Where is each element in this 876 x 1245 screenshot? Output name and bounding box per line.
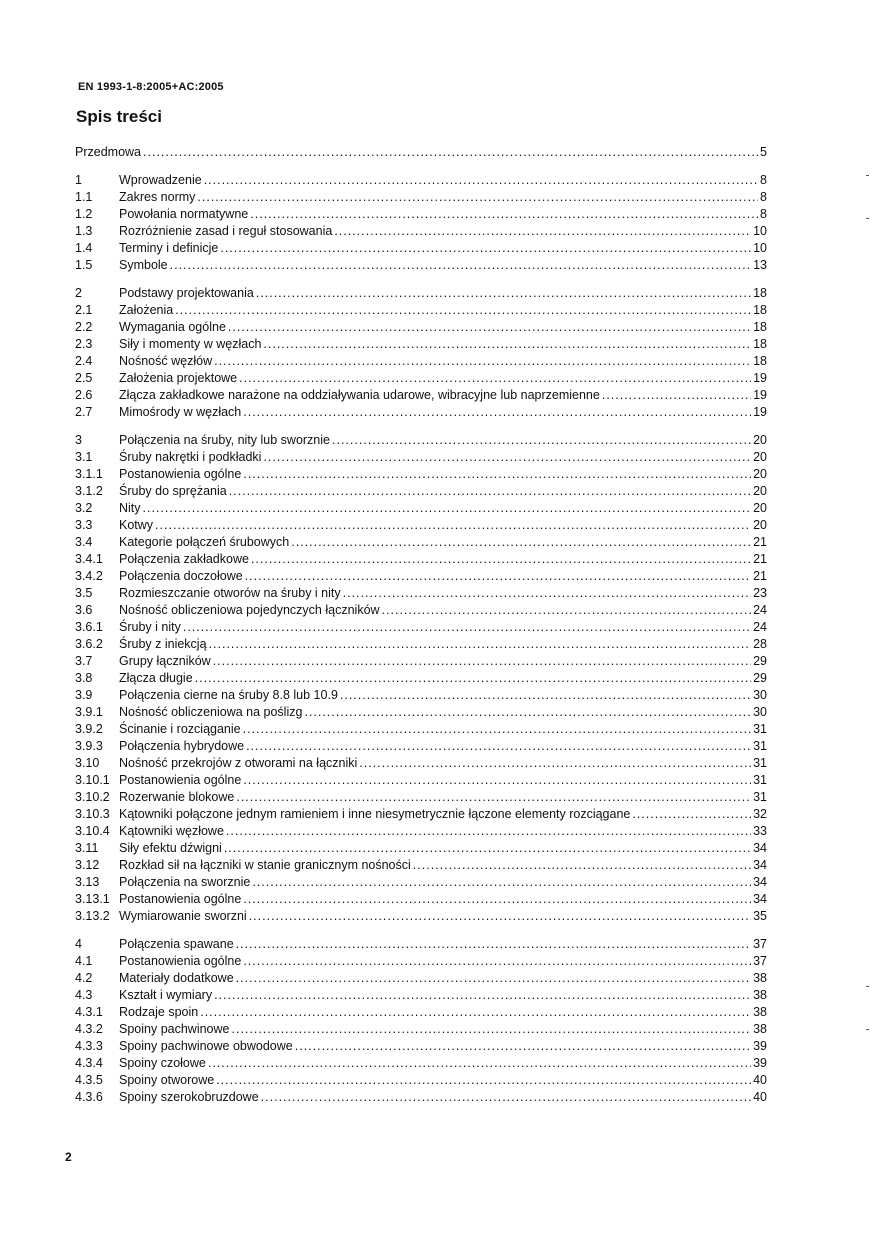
toc-entry-title: Nośność obliczeniowa na poślizg — [119, 705, 303, 719]
toc-entry — [75, 319, 767, 336]
toc-entry-title: Materiały dodatkowe — [119, 971, 234, 985]
toc-leader-dots — [208, 1055, 751, 1072]
toc-entry-page: 34 — [753, 875, 767, 889]
toc-entry-number: 4.3.3 — [75, 1039, 103, 1053]
toc-entry-page: 31 — [753, 773, 767, 787]
toc-entry-number: 3.10.3 — [75, 807, 110, 821]
toc-leader-dots — [239, 370, 751, 387]
toc-entry — [75, 257, 767, 274]
toc-entry-title: Spoiny pachwinowe obwodowe — [119, 1039, 293, 1053]
toc-entry — [75, 602, 767, 619]
toc-entry-page: 19 — [753, 371, 767, 385]
page-title: Spis treści — [76, 107, 162, 126]
toc-leader-dots — [252, 874, 751, 891]
toc-leader-dots — [220, 240, 751, 257]
toc-entry — [75, 568, 767, 585]
toc-entry-number: 2.3 — [75, 337, 93, 351]
toc-entry-page: 30 — [753, 688, 767, 702]
toc-entry — [75, 721, 767, 738]
toc-entry-number: 4.3.1 — [75, 1005, 103, 1019]
toc-leader-dots — [243, 953, 751, 970]
toc-entry-title: Postanowienia ogólne — [119, 892, 242, 906]
toc-entry-title: Powołania normatywne — [119, 207, 249, 221]
toc-entry-number: 3.11 — [75, 841, 99, 855]
toc-entry-title: Założenia — [119, 303, 174, 317]
toc-entry — [75, 534, 767, 551]
toc-entry-title: Wymiarowanie sworzni — [119, 909, 247, 923]
toc-entry-title: Połączenia cierne na śruby 8.8 lub 10.9 — [119, 688, 338, 702]
toc-entry-title: Kątowniki połączone jednym ramieniem i inne niesymetrycznie łączone elementy rozciągane — [119, 807, 631, 821]
toc-entry — [75, 517, 767, 534]
toc-leader-dots — [143, 500, 752, 517]
toc-entry-title: Rozmieszczanie otworów na śruby i nity — [119, 586, 341, 600]
toc-leader-dots — [229, 483, 751, 500]
toc-section-gap — [75, 161, 767, 172]
toc-entry-page: 34 — [753, 841, 767, 855]
toc-entry — [75, 936, 767, 953]
toc-entry-title: Siły efektu dźwigni — [119, 841, 222, 855]
toc-entry — [75, 302, 767, 319]
toc-entry-number: 4.3 — [75, 988, 93, 1002]
toc-leader-dots — [359, 755, 751, 772]
toc-entry-title: Połączenia na sworznie — [119, 875, 251, 889]
toc-entry-number: 1.2 — [75, 207, 93, 221]
toc-entry-title: Połączenia zakładkowe — [119, 552, 249, 566]
toc-entry — [75, 636, 767, 653]
toc-entry — [75, 891, 767, 908]
toc-entry-number: 3.6.1 — [75, 620, 103, 634]
toc-entry-number: 3.10.1 — [75, 773, 110, 787]
toc-entry-number: 2.7 — [75, 405, 93, 419]
toc-entry-title: Kątowniki węzłowe — [119, 824, 224, 838]
toc-entry-number: 4 — [75, 937, 82, 951]
toc-entry-title: Grupy łączników — [119, 654, 211, 668]
toc-entry-number: 3.9 — [75, 688, 93, 702]
page-number: 2 — [65, 1150, 72, 1164]
scan-speck — [866, 986, 869, 987]
toc-entry — [75, 404, 767, 421]
toc-entry-title: Śruby do sprężania — [119, 484, 227, 498]
toc-entry-title: Postanowienia ogólne — [119, 773, 242, 787]
toc-entry-number: 3.1.2 — [75, 484, 103, 498]
toc-leader-dots — [340, 687, 751, 704]
toc-entry — [75, 670, 767, 687]
toc-entry — [75, 500, 767, 517]
toc-entry-number: 3.9.1 — [75, 705, 103, 719]
toc-entry — [75, 551, 767, 568]
toc-leader-dots — [195, 670, 751, 687]
toc-entry-number: 4.3.4 — [75, 1056, 103, 1070]
toc-leader-dots — [226, 823, 751, 840]
toc-entry — [75, 1038, 767, 1055]
toc-entry-page: 31 — [753, 790, 767, 804]
toc-entry — [75, 189, 767, 206]
toc-entry — [75, 336, 767, 353]
toc-leader-dots — [304, 704, 751, 721]
toc-leader-dots — [332, 432, 751, 449]
toc-entry — [75, 1072, 767, 1089]
toc-entry-number: 3.10.2 — [75, 790, 110, 804]
toc-leader-dots — [143, 144, 758, 161]
toc-entry — [75, 789, 767, 806]
toc-entry-number: 3.6 — [75, 603, 93, 617]
toc-entry-page: 40 — [753, 1090, 767, 1104]
toc-leader-dots — [249, 908, 751, 925]
toc-entry-number: 3.6.2 — [75, 637, 103, 651]
toc-entry-page: 24 — [753, 603, 767, 617]
toc-entry-number: 3.2 — [75, 501, 93, 515]
toc-entry-title: Założenia projektowe — [119, 371, 238, 385]
toc-entry-title: Postanowienia ogólne — [119, 954, 242, 968]
toc-entry-title: Siły i momenty w węzłach — [119, 337, 262, 351]
toc-entry-number: 3.10 — [75, 756, 100, 770]
toc-entry-title: Połączenia doczołowe — [119, 569, 243, 583]
toc-entry-number: 3.4.2 — [75, 569, 103, 583]
toc-entry — [75, 466, 767, 483]
toc-entry-page: 24 — [753, 620, 767, 634]
toc-entry-page: 31 — [753, 756, 767, 770]
toc-entry-title: Zakres normy — [119, 190, 196, 204]
scan-speck — [866, 175, 869, 176]
toc-entry-number: 4.3.5 — [75, 1073, 103, 1087]
toc-entry — [75, 908, 767, 925]
toc-entry-page: 32 — [753, 807, 767, 821]
toc-leader-dots — [256, 285, 751, 302]
toc-entry-title: Wprowadzenie — [119, 173, 202, 187]
toc-entry-page: 37 — [753, 937, 767, 951]
toc-entry-page: 20 — [753, 518, 767, 532]
toc-entry-page: 39 — [753, 1056, 767, 1070]
toc-entry — [75, 285, 767, 302]
toc-leader-dots — [228, 319, 751, 336]
toc-entry-page: 38 — [753, 971, 767, 985]
toc-entry-number: 1 — [75, 173, 82, 187]
toc-leader-dots — [214, 353, 751, 370]
toc-entry-number: 2.4 — [75, 354, 93, 368]
toc-entry-page: 8 — [760, 173, 767, 187]
toc-entry-title: Rodzaje spoin — [119, 1005, 199, 1019]
toc-leader-dots — [243, 466, 751, 483]
toc-entry-title: Złącza długie — [119, 671, 193, 685]
toc-leader-dots — [243, 772, 751, 789]
toc-entry-page: 13 — [753, 258, 767, 272]
toc-entry — [75, 806, 767, 823]
scan-speck — [866, 1029, 869, 1030]
toc-leader-dots — [236, 789, 751, 806]
toc-leader-dots — [213, 653, 751, 670]
toc-entry — [75, 206, 767, 223]
toc-entry-page: 18 — [753, 303, 767, 317]
toc-entry-title: Rozkład sił na łączniki w stanie granicznym nośności — [119, 858, 411, 872]
toc-entry — [75, 970, 767, 987]
toc-entry — [75, 874, 767, 891]
toc-entry-page: 38 — [753, 1005, 767, 1019]
toc-entry — [75, 370, 767, 387]
toc-entry-page: 19 — [753, 405, 767, 419]
toc-leader-dots — [632, 806, 751, 823]
toc-entry — [75, 353, 767, 370]
standard-identifier: EN 1993-1-8:2005+AC:2005 — [78, 81, 224, 93]
toc-entry-number: 3.5 — [75, 586, 93, 600]
toc-entry — [75, 619, 767, 636]
toc-leader-dots — [413, 857, 751, 874]
toc-entry-page: 20 — [753, 467, 767, 481]
toc-entry — [75, 823, 767, 840]
toc-entry — [75, 1089, 767, 1106]
toc-entry-number: 2.2 — [75, 320, 93, 334]
toc-entry-number: 3.9.2 — [75, 722, 103, 736]
toc-entry-page: 21 — [753, 569, 767, 583]
toc-entry-number: 3.1.1 — [75, 467, 103, 481]
table-of-contents — [75, 144, 767, 1106]
toc-entry-title: Nośność przekrojów z otworami na łączniki — [119, 756, 358, 770]
toc-leader-dots — [245, 568, 751, 585]
toc-entry — [75, 687, 767, 704]
toc-leader-dots — [175, 302, 751, 319]
toc-entry-page: 23 — [753, 586, 767, 600]
scan-speck — [866, 218, 869, 219]
toc-leader-dots — [200, 1004, 751, 1021]
toc-entry-number: 3.4 — [75, 535, 93, 549]
toc-entry — [75, 1021, 767, 1038]
toc-leader-dots — [382, 602, 752, 619]
toc-leader-dots — [155, 517, 751, 534]
toc-entry-title: Przedmowa — [75, 145, 141, 159]
toc-entry-page: 31 — [753, 722, 767, 736]
toc-entry-number: 1.5 — [75, 258, 93, 272]
toc-entry-page: 30 — [753, 705, 767, 719]
toc-entry-title: Mimośrody w węzłach — [119, 405, 242, 419]
toc-entry-page: 20 — [753, 501, 767, 515]
toc-entry-title: Kotwy — [119, 518, 154, 532]
toc-entry-number: 3.12 — [75, 858, 100, 872]
toc-entry-page: 33 — [753, 824, 767, 838]
toc-entry-title: Rozerwanie blokowe — [119, 790, 235, 804]
toc-section-gap — [75, 925, 767, 936]
toc-entry-page: 8 — [760, 190, 767, 204]
toc-entry-page: 18 — [753, 337, 767, 351]
toc-entry-number: 1.4 — [75, 241, 93, 255]
toc-entry-number: 3.13.2 — [75, 909, 110, 923]
toc-leader-dots — [224, 840, 751, 857]
toc-entry-page: 38 — [753, 988, 767, 1002]
toc-entry — [75, 704, 767, 721]
toc-entry-title: Złącza zakładkowe narażone na oddziaływania udarowe, wibracyjne lub naprzemienne — [119, 388, 600, 402]
toc-entry-title: Terminy i definicje — [119, 241, 219, 255]
toc-leader-dots — [197, 189, 758, 206]
toc-entry-title: Śruby i nity — [119, 620, 181, 634]
toc-entry-page: 38 — [753, 1022, 767, 1036]
toc-entry-title: Połączenia hybrydowe — [119, 739, 245, 753]
toc-leader-dots — [214, 987, 751, 1004]
toc-entry — [75, 223, 767, 240]
toc-entry-page: 34 — [753, 858, 767, 872]
toc-leader-dots — [243, 721, 751, 738]
toc-leader-dots — [246, 738, 751, 755]
toc-leader-dots — [204, 172, 758, 189]
toc-entry — [75, 738, 767, 755]
toc-entry-title: Połączenia na śruby, nity lub sworznie — [119, 433, 330, 447]
toc-entry-title: Symbole — [119, 258, 168, 272]
toc-entry-number: 4.2 — [75, 971, 93, 985]
toc-entry-title: Nośność obliczeniowa pojedynczych łączników — [119, 603, 380, 617]
toc-entry-title: Postanowienia ogólne — [119, 467, 242, 481]
toc-entry-number: 3.3 — [75, 518, 93, 532]
toc-entry-title: Śruby nakrętki i podkładki — [119, 450, 262, 464]
toc-entry — [75, 585, 767, 602]
toc-entry-number: 1.1 — [75, 190, 93, 204]
toc-entry-page: 29 — [753, 654, 767, 668]
toc-entry-number: 3.7 — [75, 654, 93, 668]
toc-entry-page: 18 — [753, 354, 767, 368]
toc-leader-dots — [243, 404, 751, 421]
toc-entry — [75, 653, 767, 670]
toc-entry-page: 29 — [753, 671, 767, 685]
toc-entry — [75, 483, 767, 500]
toc-entry-page: 35 — [753, 909, 767, 923]
toc-entry — [75, 1004, 767, 1021]
toc-entry-page: 20 — [753, 433, 767, 447]
toc-leader-dots — [263, 336, 751, 353]
toc-entry-title: Połączenia spawane — [119, 937, 234, 951]
toc-leader-dots — [250, 206, 758, 223]
toc-entry-page: 10 — [753, 224, 767, 238]
toc-leader-dots — [232, 1021, 752, 1038]
toc-entry — [75, 449, 767, 466]
toc-entry-title: Spoiny czołowe — [119, 1056, 206, 1070]
toc-entry — [75, 772, 767, 789]
toc-leader-dots — [251, 551, 751, 568]
toc-leader-dots — [243, 891, 751, 908]
toc-entry-number: 1.3 — [75, 224, 93, 238]
toc-leader-dots — [334, 223, 751, 240]
toc-leader-dots — [291, 534, 751, 551]
toc-entry — [75, 432, 767, 449]
toc-entry-title: Ścinanie i rozciąganie — [119, 722, 241, 736]
toc-entry-page: 21 — [753, 535, 767, 549]
toc-entry-number: 2.1 — [75, 303, 93, 317]
toc-entry-title: Spoiny otworowe — [119, 1073, 215, 1087]
toc-entry — [75, 240, 767, 257]
toc-leader-dots — [216, 1072, 751, 1089]
toc-entry-number: 2.6 — [75, 388, 93, 402]
toc-leader-dots — [343, 585, 751, 602]
toc-leader-dots — [602, 387, 751, 404]
toc-entry — [75, 172, 767, 189]
toc-entry-number: 4.3.2 — [75, 1022, 103, 1036]
toc-entry-page: 39 — [753, 1039, 767, 1053]
toc-entry-number: 2 — [75, 286, 82, 300]
toc-entry-number: 3.9.3 — [75, 739, 103, 753]
toc-entry-title: Kształt i wymiary — [119, 988, 213, 1002]
toc-entry-number: 3 — [75, 433, 82, 447]
toc-entry-page: 20 — [753, 450, 767, 464]
toc-entry-title: Kategorie połączeń śrubowych — [119, 535, 290, 549]
toc-entry-title: Wymagania ogólne — [119, 320, 226, 334]
toc-entry-page: 34 — [753, 892, 767, 906]
toc-entry — [75, 1055, 767, 1072]
toc-leader-dots — [295, 1038, 751, 1055]
toc-leader-dots — [261, 1089, 751, 1106]
toc-entry-number: 4.3.6 — [75, 1090, 103, 1104]
toc-leader-dots — [263, 449, 751, 466]
toc-leader-dots — [170, 257, 751, 274]
toc-entry-title: Podstawy projektowania — [119, 286, 254, 300]
toc-entry-number: 3.13 — [75, 875, 100, 889]
toc-entry-title: Spoiny pachwinowe — [119, 1022, 230, 1036]
toc-entry-number: 3.8 — [75, 671, 93, 685]
toc-leader-dots — [236, 970, 751, 987]
toc-section-gap — [75, 421, 767, 432]
toc-entry-number: 3.13.1 — [75, 892, 110, 906]
toc-entry-page: 20 — [753, 484, 767, 498]
toc-entry-page: 18 — [753, 286, 767, 300]
toc-entry-title: Śruby z iniekcją — [119, 637, 207, 651]
toc-entry-page: 21 — [753, 552, 767, 566]
toc-leader-dots — [183, 619, 751, 636]
toc-entry-page: 28 — [753, 637, 767, 651]
toc-entry-number: 4.1 — [75, 954, 93, 968]
toc-entry — [75, 144, 767, 161]
toc-leader-dots — [236, 936, 751, 953]
toc-entry-page: 18 — [753, 320, 767, 334]
toc-entry — [75, 387, 767, 404]
toc-entry-page: 5 — [760, 145, 767, 159]
toc-section-gap — [75, 274, 767, 285]
toc-entry-title: Rozróżnienie zasad i reguł stosowania — [119, 224, 333, 238]
toc-entry-page: 37 — [753, 954, 767, 968]
toc-entry — [75, 857, 767, 874]
toc-leader-dots — [209, 636, 752, 653]
toc-entry-page: 19 — [753, 388, 767, 402]
toc-entry-page: 8 — [760, 207, 767, 221]
toc-entry — [75, 953, 767, 970]
toc-entry-page: 31 — [753, 739, 767, 753]
toc-entry-number: 3.10.4 — [75, 824, 110, 838]
toc-entry-title: Spoiny szerokobruzdowe — [119, 1090, 259, 1104]
toc-entry-page: 10 — [753, 241, 767, 255]
toc-entry — [75, 755, 767, 772]
toc-entry-number: 3.1 — [75, 450, 93, 464]
toc-entry-number: 2.5 — [75, 371, 93, 385]
toc-entry-title: Nity — [119, 501, 141, 515]
toc-entry — [75, 987, 767, 1004]
toc-entry — [75, 840, 767, 857]
toc-entry-page: 40 — [753, 1073, 767, 1087]
toc-entry-title: Nośność węzłów — [119, 354, 213, 368]
toc-entry-number: 3.4.1 — [75, 552, 103, 566]
